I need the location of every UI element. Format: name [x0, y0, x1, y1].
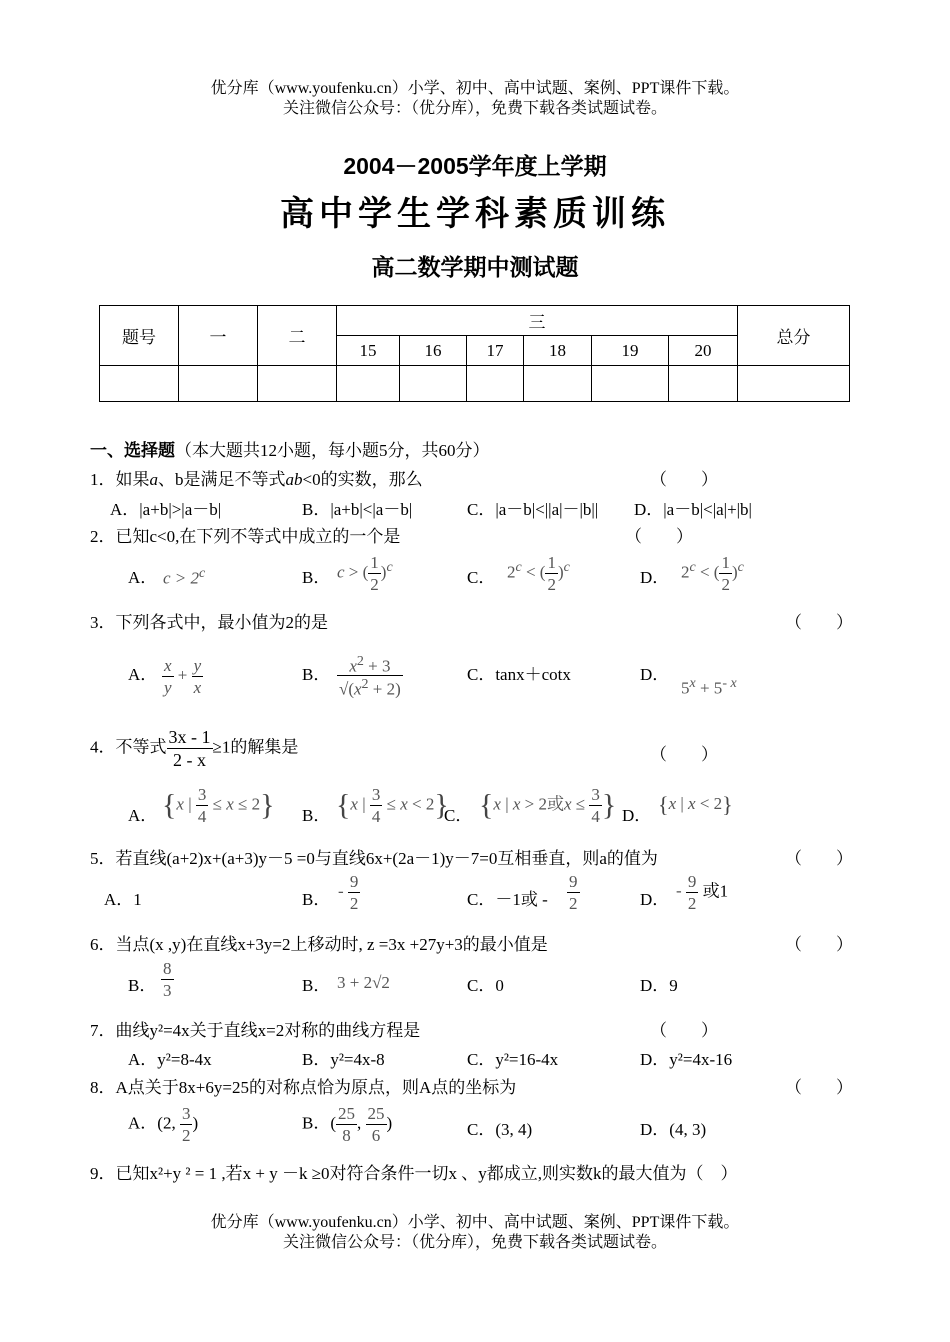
score-col-total: 总分 [738, 306, 850, 366]
q2-option-a-formula: $c > 2^c$ [163, 566, 206, 588]
q1-text: 如果 [115, 470, 150, 489]
q2-option-b-label: B． [302, 568, 331, 587]
score-sub-18: 18 [524, 336, 592, 366]
q3-option-a-formula: $\frac{x}{y}$ + $\frac{y}{x}$ [164, 656, 202, 697]
q8-bracket: （ ） [785, 1078, 853, 1097]
question-6 [90, 930, 548, 955]
question-4 [90, 728, 298, 769]
q1-option-d: D．|a－b|<|a|+|b| [634, 500, 752, 519]
q5-option-c-text: C．－1或 - [467, 890, 548, 909]
score-sub-15: 15 [337, 336, 400, 366]
question-7 [90, 1016, 420, 1041]
q4-option-c-formula: {x | x > 2或x ≤ $\frac{3}{4}$ } [479, 785, 617, 826]
q4-fraction-num: 3x - 1 [168, 727, 211, 747]
q6-number: 6． [90, 935, 116, 954]
q1-text-2: 、b是满足不等式 [158, 470, 286, 489]
q5-option-c-formula: $\frac{9}{2}$ [569, 872, 578, 913]
q3-text: 下列各式中，最小值为2的是 [115, 613, 328, 632]
score-cell [738, 366, 850, 402]
q5-option-b-label: B． [302, 890, 331, 909]
score-sub-17: 17 [467, 336, 524, 366]
q2-option-c-formula: $2^c$ < ( $\frac{1}{2}$ )$^c$ [507, 553, 570, 594]
score-col-label: 题号 [100, 306, 179, 366]
q5-option-d-formula: - $\frac{9}{2}$ 或1 [676, 872, 729, 913]
q5-option-d-label: D． [640, 890, 670, 909]
score-cell [337, 366, 400, 402]
question-1: 1．如果a、b是满足不等式ab<0的实数，那么 [90, 470, 423, 489]
q7-option-d: D．y²=4x-16 [640, 1050, 733, 1069]
q2-option-a-label: A． [128, 568, 158, 587]
q4-number: 4． [90, 737, 116, 757]
score-col-2: 二 [258, 306, 337, 366]
q6-option-b-formula-2: 3 + 2√2 [337, 973, 390, 992]
q5-number: 5． [90, 849, 116, 868]
q2-option-d-formula: $2^c$ < ( $\frac{1}{2}$ )$^c$ [681, 553, 744, 594]
q4-text-2: 的解集是 [230, 737, 299, 757]
score-sub-20: 20 [669, 336, 738, 366]
q7-number: 7． [90, 1021, 116, 1040]
q6-option-b-formula-1: $\frac{8}{3}$ [163, 959, 172, 1000]
q1-number: 1． [90, 470, 116, 489]
title-sub: 高二数学期中测试题 [371, 254, 579, 280]
q5-bracket: （ ） [785, 849, 853, 868]
q8-text: A点关于8x+6y=25的对称点恰为原点，则A点的坐标为 [115, 1078, 517, 1097]
question-9 [90, 1159, 738, 1184]
q3-option-d-formula: $5^x + 5^{- x}$ [681, 676, 737, 698]
section-1-heading [90, 436, 490, 461]
question-5 [90, 844, 658, 869]
q7-text: 曲线y²=4x关于直线x=2对称的曲线方程是 [115, 1021, 421, 1040]
question-3 [90, 608, 328, 633]
q1-option-a: A．|a+b|>|a－b| [110, 500, 222, 519]
q1-option-b: B．|a+b|<|a－b| [302, 500, 413, 519]
score-cell [400, 366, 467, 402]
q4-option-c-label: C． [444, 806, 473, 825]
q9-text: 已知x²+y ² = 1 ,若x + y －k ≥0对符合条件一切x 、y都成立,则实数k的最大值为（ ） [115, 1164, 738, 1183]
section-1-title: 一、选择题 [90, 441, 175, 460]
q7-option-b: B．y²=4x-8 [302, 1050, 385, 1069]
score-col-1: 一 [179, 306, 258, 366]
q2-text: 已知c<0,在下列不等式中成立的一个是 [115, 527, 401, 546]
q5-option-b-formula: - $\frac{9}{2}$ [338, 872, 359, 913]
q8-option-c: C．(3, 4) [467, 1120, 533, 1139]
q6-option-c: C．0 [467, 976, 504, 995]
q7-option-a: A．y²=8-4x [128, 1050, 212, 1069]
score-sub-19: 19 [592, 336, 669, 366]
q7-option-c: C．y²=16-4x [467, 1050, 559, 1069]
score-cell [467, 366, 524, 402]
q1-option-c: C．|a－b|<||a|－|b|| [467, 500, 599, 519]
q4-fraction-den: 2 - x [173, 750, 206, 770]
q5-text: 若直线(a+2)x+(a+3)y－5 =0与直线6x+(2a－1)y－7=0互相垂直，则a的值为 [115, 849, 658, 868]
score-table [99, 305, 850, 402]
section-1-desc: （本大题共12小题，每小题5分，共60分） [175, 441, 490, 460]
q3-option-a-label: A． [128, 665, 158, 684]
q8-number: 8． [90, 1078, 116, 1097]
q6-option-b-label-1: B． [128, 976, 157, 995]
q4-option-a-formula: {x | $\frac{3}{4}$ ≤ x ≤ 2} [162, 785, 275, 826]
q4-text: 不等式 [115, 737, 167, 757]
q2-option-b-formula: c > ( $\frac{1}{2}$ )$^c$ [337, 553, 393, 594]
q4-option-d-formula: {x | x < 2} [658, 792, 733, 818]
q4-option-b-label: B． [302, 806, 331, 825]
header-line-2: 关注微信公众号：（优分库），免费下载各类试题试卷。 [282, 100, 667, 117]
q8-option-b: B．( $\frac{25}{8}$ , $\frac{25}{6}$ ) [302, 1104, 393, 1145]
q3-option-b-formula: $\frac{x^2 + 3}{√(x^2 + 2)}$ [339, 654, 401, 699]
q8-option-a: A．(2, $\frac{3}{2}$ ) [128, 1104, 199, 1145]
q2-bracket: （ ） [625, 527, 693, 546]
q4-option-d-label: D． [622, 806, 652, 825]
q4-bracket: （ ） [650, 745, 718, 764]
q3-bracket: （ ） [785, 613, 853, 632]
score-cell [669, 366, 738, 402]
q5-option-d-tail: 或1 [702, 881, 729, 901]
score-cell [592, 366, 669, 402]
q3-option-c: C．tanx＋cotx [467, 665, 571, 684]
question-8 [90, 1073, 516, 1098]
q3-option-d-label: D． [640, 665, 670, 684]
score-cell [179, 366, 258, 402]
score-col-3: 三 [337, 306, 738, 336]
q4-option-b-formula: {x | $\frac{3}{4}$ ≤ x < 2} [336, 785, 449, 826]
score-cell [100, 366, 179, 402]
q1-bracket: （ ） [650, 470, 718, 489]
q4-ge: ≥1 [212, 737, 231, 757]
q6-text: 当点(x ,y)在直线x+3y=2上移动时, z =3x +27y+3的最小值是 [115, 935, 548, 954]
question-2 [90, 522, 400, 547]
q5-option-a: A．1 [104, 890, 142, 909]
footer-line-2: 关注微信公众号：（优分库），免费下载各类试题试卷。 [282, 1234, 667, 1251]
q3-number: 3． [90, 613, 116, 632]
q6-option-b-label-2: B． [302, 976, 331, 995]
q6-option-d: D．9 [640, 976, 678, 995]
q2-number: 2． [90, 527, 116, 546]
q4-option-a-label: A． [128, 806, 158, 825]
q6-bracket: （ ） [785, 935, 853, 954]
q9-number: 9． [90, 1164, 116, 1183]
title-main: 高中学生学科素质训练 [280, 195, 670, 233]
score-sub-16: 16 [400, 336, 467, 366]
q8-option-d: D．(4, 3) [640, 1120, 707, 1139]
q3-option-b-label: B． [302, 665, 331, 684]
score-cell [258, 366, 337, 402]
q1-text-3: <0的实数，那么 [302, 470, 423, 489]
title-year: 2004－2005学年度上学期 [343, 153, 607, 179]
q2-option-c-label: C． [467, 568, 496, 587]
q2-option-d-label: D． [640, 568, 670, 587]
score-cell [524, 366, 592, 402]
q7-bracket: （ ） [650, 1021, 718, 1040]
header-line-1: 优分库（www.youfenku.cn）小学、初中、高中试题、案例、PPT课件下载。 [210, 80, 740, 97]
footer-line-1: 优分库（www.youfenku.cn）小学、初中、高中试题、案例、PPT课件下载。 [210, 1214, 740, 1231]
